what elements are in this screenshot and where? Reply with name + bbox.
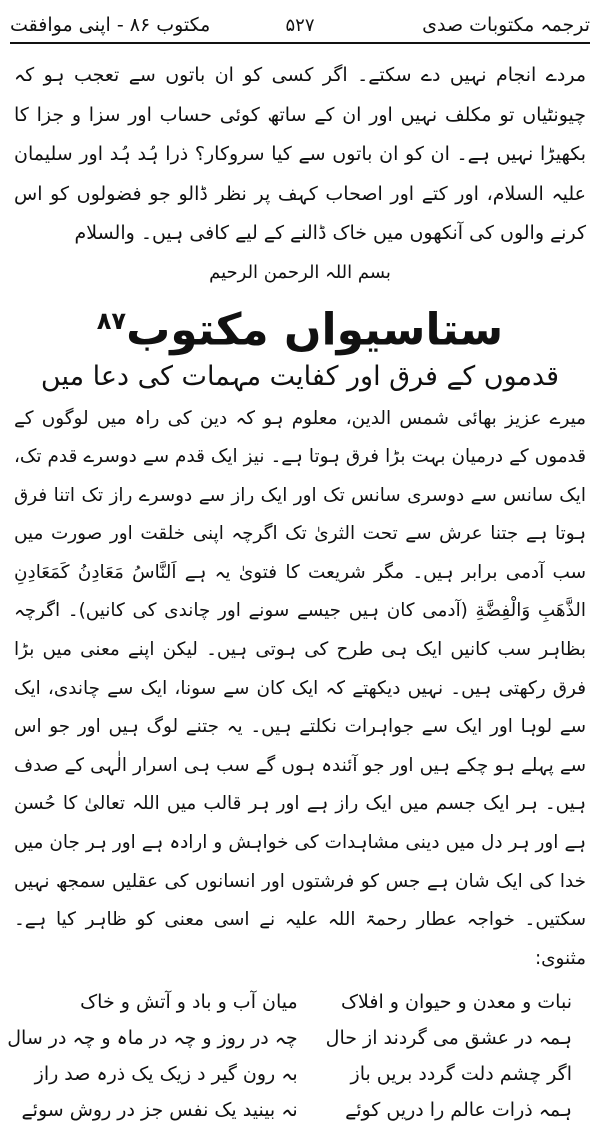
verse-second-hemistich: بہ رون گیر د زیک یک ذرہ صد راز xyxy=(34,1063,298,1086)
letter-heading: مکتوب ۸۶ - اپنی موافقت xyxy=(10,14,211,36)
page-number: ۵۲۷ xyxy=(285,14,315,36)
bismillah: بسم اللہ الرحمن الرحیم xyxy=(209,261,391,283)
verse-first-hemistich: نبات و معدن و حیوان و افلاک xyxy=(341,991,572,1014)
verse-row xyxy=(0,1092,586,1128)
letter-number: ۸۷ xyxy=(96,306,127,335)
verse-first-hemistich: ہمہ در عشق می گردند از حال xyxy=(325,1027,572,1050)
page-header xyxy=(10,8,590,44)
letter-title xyxy=(14,288,586,354)
verse-first-hemistich: ہمہ ذرات عالم را دریں کوئے xyxy=(345,1099,572,1122)
verse-row xyxy=(0,1020,586,1056)
verse-second-hemistich: چہ در روز و چہ در ماہ و چہ در سال xyxy=(7,1027,298,1050)
verse-second-hemistich: میان آب و باد و آتش و خاک xyxy=(80,991,298,1014)
page-body xyxy=(7,56,586,1128)
book-title: ترجمہ مکتوبات صدی xyxy=(422,14,590,36)
letter-subject: قدموں کے فرق اور کفایت مہمات کی دعا میں xyxy=(40,360,560,392)
verse-second-hemistich: نہ بینید یک نفس جز در روش سوئے xyxy=(21,1099,298,1122)
paragraph-main: میرے عزیز بھائی شمس الدین، معلوم ہو کہ دین کی راہ میں لوگوں کے قدموں کے درمیان بہت بڑا فرق ہوتا ہے۔ نیز ایک قدم سے دوسرے قدم تک، ایک سانس سے دوسری سانس تک اور ایک راز سے دوسرے راز تک اتنا فرق ہوتا ہے جتنا عرش سے تحت الثریٰ تک اگرچہ اپنی خلقت اور صورت میں سب آدمی برابر ہیں۔ مگر شریعت کا فتویٰ یہ ہے اَلنَّاسُ مَعَادِنُ کَمَعَادِنِ الذَّهَبِ وَالْفِضَّةِ (آدمی کان ہیں جیسے سونے اور چاندی کی کانیں)۔ اگرچہ بظاہر سب کانیں ایک ہی طرح کی ہوتی ہیں۔ لیکن اپنے معنی میں بڑا فرق رکھتی ہیں۔ نہیں دیکھتے کہ ایک کان سے سونا، ایک سے چاندی، ایک سے لوہا اور ایک سے جواہرات نکلتے ہیں۔ یہ جتنے لوگ ہیں اور جو اس سے پہلے ہو چکے ہیں اور جو آئندہ ہوں گے سب ہی اسرار الٰہی کے صدف ہیں۔ ہر ایک جسم میں ایک راز ہے اور ہر قالب میں اللہ تعالیٰ کا حُسن ہے اور ہر دل میں دینی مشاہدات کی خواہش و ارادہ ہے اور ہر جان میں خدا کی ایک شان ہے جس کو فرشتوں اور انسانوں کی عقلیں سمجھ نہیں سکتیں۔ خواجہ عطار رحمۃ اللہ علیہ نے اسی معنی کو ظاہر کیا ہے۔ مثنوی: xyxy=(14,407,586,969)
verse-first-hemistich: اگر چشم دلت گردد بریں باز xyxy=(350,1063,572,1086)
letter-title-text: ستاسیواں مکتوب xyxy=(126,304,504,356)
paragraph-top: مردے انجام نہیں دے سکتے۔ اگر کسی کو ان باتوں سے تعجب ہو کہ چیونٹیاں تو مکلف نہیں اور ان کے ساتھ کوئی حساب اور سزا و جزا کا بکھیڑا نہیں ہے۔ ان کو ان باتوں سے کیا سروکار؟ ذرا ہُد ہُد اور سلیمان علیہ السلام، اور کتے اور اصحاب کہف پر نظر ڈالو جو فضولوں کو اس کرنے والوں کی آنکھوں میں خاک ڈالنے کے لیے کافی ہیں۔ والسلام xyxy=(14,64,586,244)
verses-table xyxy=(0,984,586,1128)
verse-row xyxy=(0,984,586,1020)
verse-row xyxy=(0,1056,586,1092)
